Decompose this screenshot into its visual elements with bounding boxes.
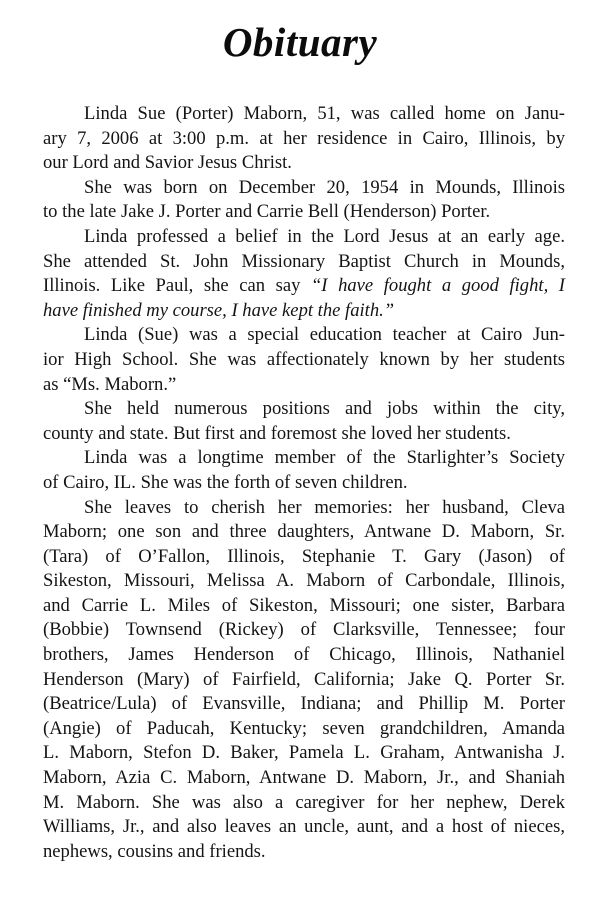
text-line: She leaves to cherish her memories: her husband, Cleva [84,496,565,518]
paragraph-birth [43,176,565,225]
text-line: our Lord and Savior Jesus Christ. [43,152,292,174]
text-line: brothers, James Henderson of Chicago, Illinois, Nathaniel [43,644,565,666]
paragraph-positions [43,397,565,446]
text-line: to the late Jake J. Porter and Carrie Bell (Henderson) Porter. [43,201,491,223]
text-line: Sikeston, Missouri, Melissa A. Maborn of Carbondale, Illinois, [43,570,565,592]
text-fragment: Illinois. Like Paul, she can say [43,275,311,297]
text-line: Henderson (Mary) of Fairfield, California; Jake Q. Porter Sr. [43,668,565,690]
text-line: M. Maborn. She was also a caregiver for her nephew, Derek [43,791,565,813]
paragraph-survivors [43,496,565,865]
text-line: She was born on December 20, 1954 in Mounds, Illinois [84,176,565,198]
text-line: Linda Sue (Porter) Maborn, 51, was called home on Janu- [84,103,565,124]
page-title: Obituary [222,19,378,65]
obituary-body [43,102,565,864]
text-line: Maborn; one son and three daughters, Antwane D. Maborn, Sr. [43,521,565,543]
text-line: ior High School. She was affectionately known by her students [43,348,565,370]
paragraph-death-notice [43,102,565,176]
text-line: Williams, Jr., and also leaves an uncle, aunt, and a host of nieces, [43,816,565,838]
text-line: and Carrie L. Miles of Sikeston, Missouri; one sister, Barbara [43,594,565,616]
text-line: Linda was a longtime member of the Starlighter’s Society [84,447,565,469]
text-line: (Tara) of O’Fallon, Illinois, Stephanie T. Gary (Jason) of [43,545,565,567]
text-line: (Beatrice/Lula) of Evansville, Indiana; and Phillip M. Porter [43,693,565,715]
scripture-quote: “I have fought a good fight, I [310,275,565,297]
text-line: Maborn, Azia C. Maborn, Antwane D. Maborn, Jr., and Shaniah [43,767,565,789]
text-line: nephews, cousins and friends. [43,840,266,862]
paragraph-career [43,323,565,397]
text-line: ary 7, 2006 at 3:00 p.m. at her residence in Cairo, Illinois, by [43,127,565,149]
text-line: county and state. But first and foremost she loved her students. [43,422,511,444]
text-line: as “Ms. Maborn.” [43,373,177,395]
text-line: Linda professed a belief in the Lord Jesus at an early age. [84,225,565,247]
paragraph-membership [43,446,565,495]
text-line: She held numerous positions and jobs within the city, [84,398,565,420]
scripture-quote: have finished my course, I have kept the faith.” [43,299,395,321]
paragraph-faith [43,225,565,323]
text-line: L. Maborn, Stefon D. Baker, Pamela L. Graham, Antwanisha J. [43,742,565,764]
text-line: (Bobbie) Townsend (Rickey) of Clarksville, Tennessee; four [43,619,565,641]
text-line [43,274,565,299]
text-line: She attended St. John Missionary Baptist Church in Mounds, [43,250,565,272]
text-line: of Cairo, IL. She was the forth of seven children. [43,471,408,493]
text-line: (Angie) of Paducah, Kentucky; seven grandchildren, Amanda [43,717,565,739]
text-line: Linda (Sue) was a special education teacher at Cairo Jun- [84,324,565,346]
